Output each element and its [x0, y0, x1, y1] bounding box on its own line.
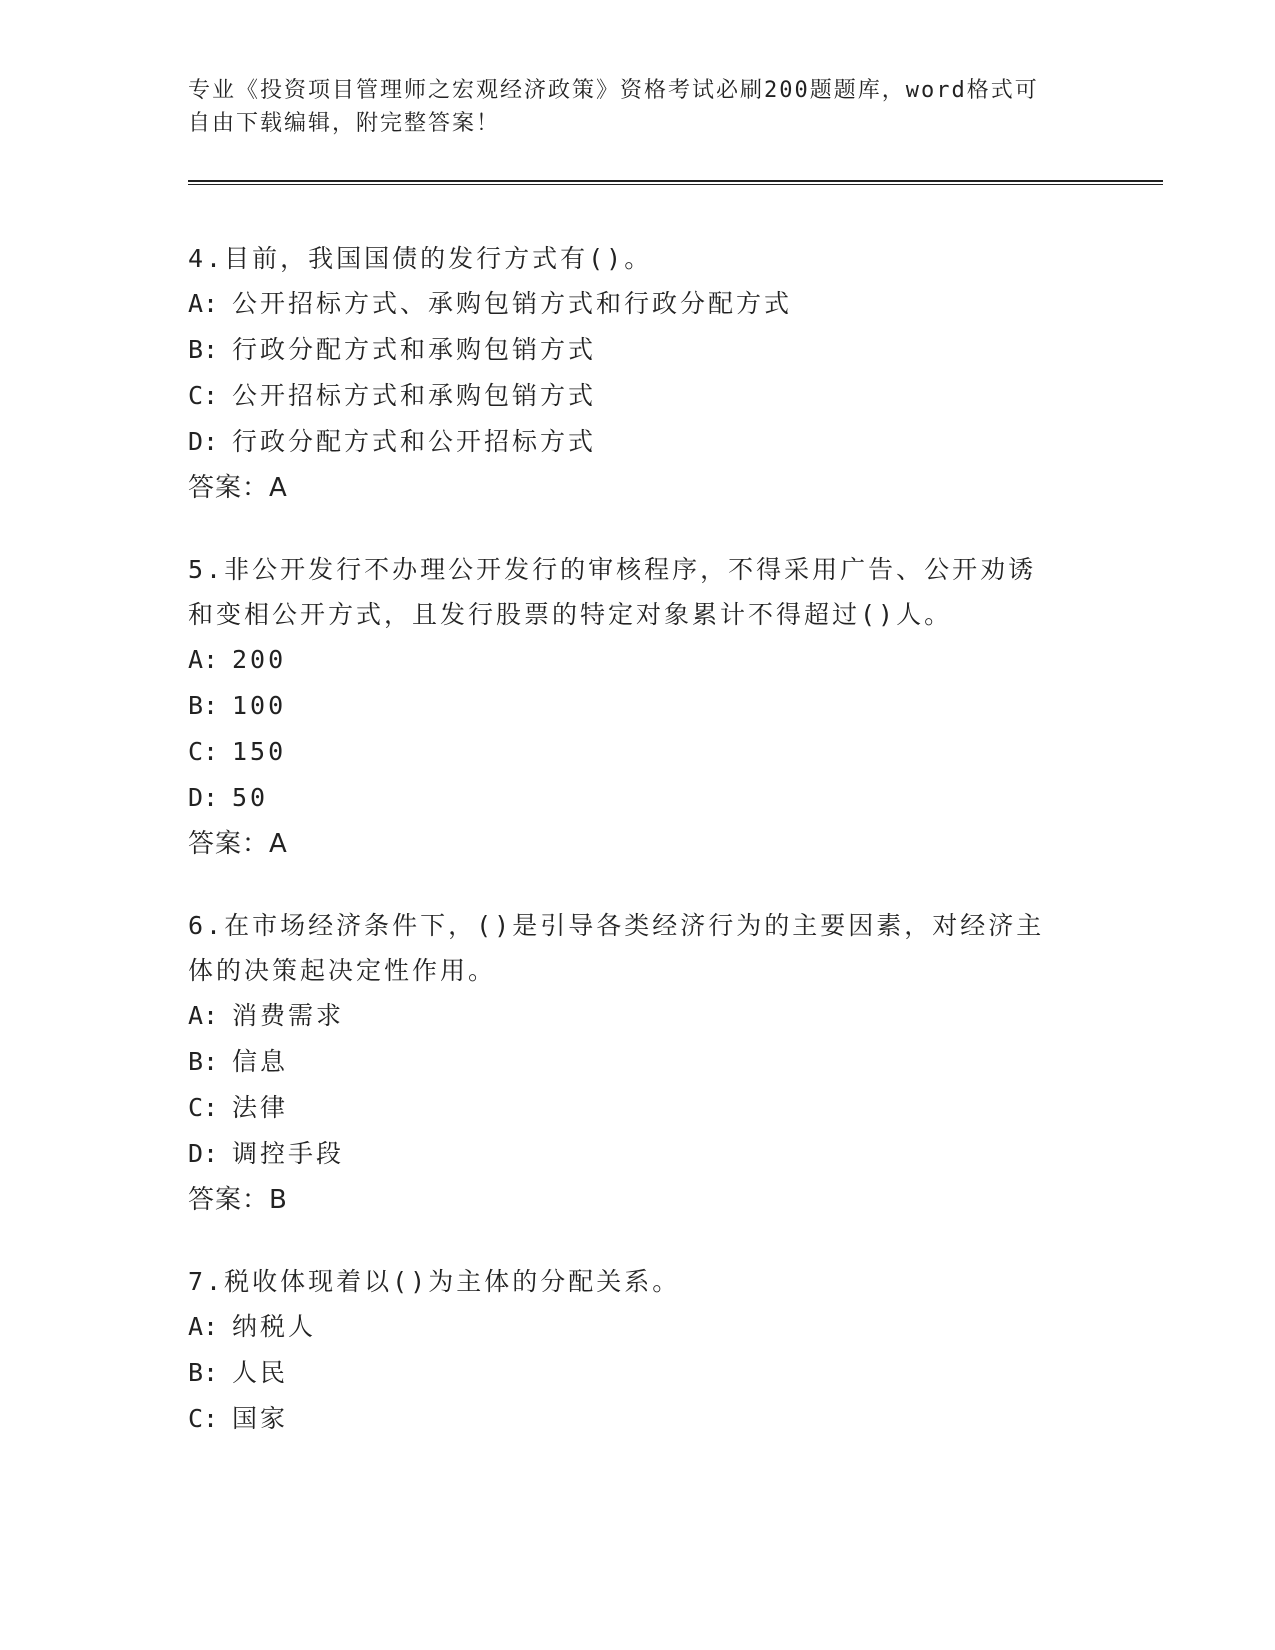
option-a	[188, 1304, 1068, 1350]
option-text: 100	[232, 691, 287, 720]
question-stem: 5.非公开发行不办理公开发行的审核程序，不得采用广告、公开劝诱	[188, 555, 1037, 584]
option-letter: A:	[188, 645, 219, 674]
option-a	[188, 993, 1068, 1039]
option-c	[188, 373, 1068, 419]
option-b	[188, 683, 1068, 729]
question-stem: 6.在市场经济条件下，()是引导各类经济行为的主要因素，对经济主	[188, 911, 1045, 940]
option-letter: D:	[188, 783, 219, 812]
option-d	[188, 1131, 1068, 1177]
option-text: 信息	[232, 1047, 289, 1076]
option-letter: B:	[188, 335, 219, 364]
option-letter: A:	[188, 1312, 219, 1341]
option-letter: B:	[188, 691, 219, 720]
option-text: 人民	[232, 1358, 289, 1387]
header-divider-thin	[188, 184, 1163, 185]
option-c	[188, 1085, 1068, 1131]
option-c	[188, 729, 1068, 775]
option-text: 50	[232, 783, 269, 812]
option-text: 国家	[232, 1404, 289, 1433]
option-c	[188, 1396, 1068, 1442]
document-header	[188, 74, 1088, 140]
header-title-line-1: 专业《投资项目管理师之宏观经济政策》资格考试必刷200题题库，word格式可	[188, 78, 1039, 103]
option-d	[188, 775, 1068, 821]
option-text: 公开招标方式、承购包销方式和行政分配方式	[232, 289, 793, 318]
option-text: 纳税人	[232, 1312, 317, 1341]
answer-line: 答案：A	[188, 829, 288, 859]
option-text: 消费需求	[232, 1001, 345, 1030]
option-letter: C:	[188, 381, 219, 410]
question-7	[188, 1259, 1068, 1442]
option-text: 调控手段	[232, 1139, 345, 1168]
answer-line: 答案：A	[188, 473, 288, 503]
option-letter: D:	[188, 1139, 219, 1168]
question-6	[188, 903, 1068, 1223]
option-letter: C:	[188, 737, 219, 766]
option-a	[188, 637, 1068, 683]
option-letter: D:	[188, 427, 219, 456]
option-letter: C:	[188, 1404, 219, 1433]
option-letter: B:	[188, 1047, 219, 1076]
option-b	[188, 327, 1068, 373]
option-letter: A:	[188, 289, 219, 318]
header-divider-thick	[188, 180, 1163, 182]
header-title-line-2: 自由下载编辑，附完整答案！	[188, 111, 501, 136]
option-a	[188, 281, 1068, 327]
question-stem-continued: 体的决策起决定性作用。	[188, 956, 497, 985]
question-5	[188, 547, 1068, 867]
option-text: 200	[232, 645, 287, 674]
option-letter: B:	[188, 1358, 219, 1387]
option-b	[188, 1350, 1068, 1396]
question-stem: 7.税收体现着以()为主体的分配关系。	[188, 1267, 681, 1296]
option-text: 行政分配方式和承购包销方式	[232, 335, 597, 364]
question-4	[188, 236, 1068, 511]
option-text: 150	[232, 737, 287, 766]
question-stem: 4.目前，我国国债的发行方式有()。	[188, 244, 653, 273]
option-d	[188, 419, 1068, 465]
question-stem-continued: 和变相公开方式，且发行股票的特定对象累计不得超过()人。	[188, 600, 953, 629]
option-text: 行政分配方式和公开招标方式	[232, 427, 597, 456]
option-letter: A:	[188, 1001, 219, 1030]
option-text: 法律	[232, 1093, 289, 1122]
option-letter: C:	[188, 1093, 219, 1122]
question-list	[188, 236, 1068, 1478]
answer-line: 答案：B	[188, 1185, 288, 1215]
option-b	[188, 1039, 1068, 1085]
option-text: 公开招标方式和承购包销方式	[232, 381, 597, 410]
